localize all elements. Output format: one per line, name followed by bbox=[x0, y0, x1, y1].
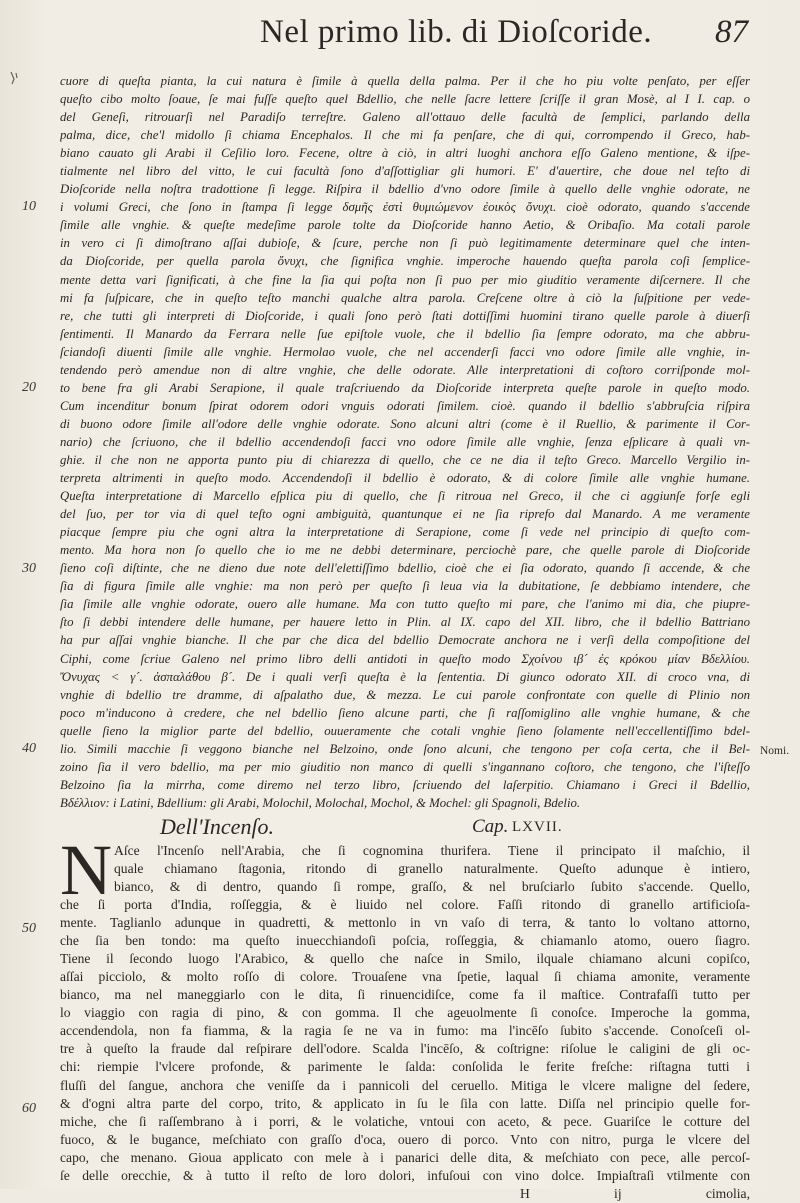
commentary-line: Dioſcoride nella noſtra tradottione ſi legge. Riſpira il bdellio d'vno odore ſimile à quello delle vnghie odorate, ne bbox=[60, 182, 750, 197]
page-number: 87 bbox=[715, 14, 748, 50]
text-line: bianco, & di dentro, quando ſi rompe, graſſo, & nel bruſciarlo ſubito s'accende. Quello, bbox=[114, 879, 750, 895]
text-line: miche, che ſi raſſembrano à i porri, & le volatiche, vntoui con aceto, & pece. Guariſce le cotture del bbox=[60, 1113, 750, 1129]
text-line: Tiene il ſecondo luogo l'Arabico, & quello che naſce in Smilo, ilquale chiamano alcuni copiſco, bbox=[60, 951, 750, 967]
ink-blot-mark bbox=[8, 70, 22, 86]
commentary-line: ha pur aſſai vnghie bianche. Il che par che dica del bdellio Democrate anchora ne i verſi della compoſitione del bbox=[60, 633, 750, 648]
commentary-line: palma, dice, che'l midollo ſi chiama Encephalos. Il che mi fa penſare, che di qui, corrompendo il Greco, hab- bbox=[60, 128, 750, 143]
text-line: fuoco, & le bugance, meſchiato con graſſo d'oca, ouero di porco. Vnto con nitro, purga le vlcere del bbox=[60, 1131, 750, 1147]
chapter-text bbox=[60, 829, 750, 1203]
commentary-line: zoino ſia il vero bdellio, ma per mio giuditio non manco di quelli s'ingannano coſtoro, che tengono, che l'iſteſſo bbox=[60, 759, 750, 774]
drop-cap-initial: N bbox=[60, 829, 112, 910]
commentary-line: Queſta interpretatione di Marcello eſplica piu di quello, che ſi ritroua nel Greco, il che ci aggiunſe forſe egli bbox=[60, 489, 750, 504]
commentary-line: mento. Ma hora non ſo quello che io me ne debbi determinare, perciochè pare, che quelle parole di Dioſcoride bbox=[60, 543, 750, 558]
text-line: tre à queſto la fraude dal reſpirare dell'odore. Scalda l'incēſo, & coſtrigne: riſolue le caligini de gli oc- bbox=[60, 1041, 750, 1057]
chapter-title: Dell'Incenſo. bbox=[160, 813, 275, 839]
running-title: Nel primo lib. di Dioſcoride. bbox=[260, 14, 653, 50]
commentary-line: di buono odore ſimile all'odore delle vnghie odorate. Sono alcuni altri (come è il Ruellio, & parimente il Cor- bbox=[60, 416, 750, 431]
commentary-line: del ſuo, per tor via di quel teſto ogni ambiguità, quantunque ei ne ſia riprefo dal Manardo. A me veramente bbox=[60, 507, 750, 522]
commentary-line: quelle ſieno la miglior parte del bdellio, ouueramente che cotali vnghie ſieno ſolamente nell'eccellentiſſimo bdel- bbox=[60, 723, 750, 738]
commentary-line: Ciphi, come ſcriue Galeno nel primo libro delli antidoti in queſto modo Σχοίνου ιβ´ ἐς κρόκου μίαν Βδελλίου. bbox=[60, 651, 750, 666]
line-number: 40 bbox=[22, 741, 36, 756]
commentary-line: lio. Simili macchie ſi veggono bianche nel Belzoino, onde ſono alcuni, che tengono per coſa certa, che il Bel- bbox=[60, 741, 750, 756]
commentary-line: tendendo però amendue non di altre vnghie, che delle odorate. Alle interpretationi di coſtoro corriſponde mol- bbox=[60, 362, 750, 377]
commentary-line: ſia di figura ſimile alle vnghie: ma non però per queſto ſi leua via la dubitatione, ſe debbiamo intendere, che bbox=[60, 579, 750, 594]
commentary-line: vnghie di bdellio tre dramme, di aſpalatho due, & mezza. Le cui parole confrontate con quelle di Plinio non bbox=[60, 687, 750, 702]
text-line: aſſai picciolo, & molto roſſo di colore. Trouaſene vna ſpetie, laqual ſi chiama amonite, veramente bbox=[60, 969, 750, 985]
commentary-line: tialmente nel libro del vitto, le cui facultà ſono d'aſſottigliar gli humori. E' d'auertire, che doue nel teſto di bbox=[60, 164, 750, 179]
text-line: che ſia ben tondo: ma queſto inuecchiandoſi poſcia, roſſeggia, & chiamanlo atomo, ouero ſiagro. bbox=[60, 933, 750, 949]
commentary-line: ghie. il che non ne apporta punto piu di chiarezza di quello, che ce ne dia il teſto Greco. Marcello Vergilio in- bbox=[60, 452, 750, 467]
commentary-line: ſentimenti. Il Manardo da Ferrara nelle ſue epiſtole vuole, che il bdellio ſia ſempre odorato, ma che abbru- bbox=[60, 326, 750, 341]
text-line: fluſſi del ſangue, anchora che veniſſe da i pannicoli del ceruello. Mitiga le vlcere maligne del ſedere, bbox=[60, 1077, 750, 1093]
commentary-line: to bene fra gli Arabi Serapione, il quale traſcriuendo da Dioſcoride interpreta queſte parole in queſto modo. bbox=[60, 380, 750, 395]
commentary-line: ſia ſimile alle vnghie odorate, ouero alle humane. Ma con tutto queſto mi pare, che l'animo mi dia, che piupre- bbox=[60, 597, 750, 612]
commentary-line: del Geneſi, ritrouarſi nel Paradiſo terreſtre. Galeno all'ottauo delle facultà de ſemplici, parlando della bbox=[60, 110, 750, 125]
line-number: 50 bbox=[22, 921, 36, 936]
text-line: accendendola, non fa fiamma, & la ragia ſe ne va in fumo: ma l'incēſo ſubito s'accende. Conoſceſi ol- bbox=[60, 1023, 750, 1039]
line-number: 20 bbox=[22, 380, 36, 395]
text-line: chi: riempie l'vlcere profonde, & parimente le ſalda: conſolida le ferite freſche: riſtagna tutti i bbox=[60, 1059, 750, 1075]
chapter-heading bbox=[60, 814, 750, 842]
commentary-line: ſieno coſi diſtinte, che ne dieno due note dell'elettiſſimo bdellio, cioè che ei ſia odorato, quando ſi accende, & che bbox=[60, 561, 750, 576]
commentary-line: poco m'inducono à credere, che nel bdellio ſieno alcune parti, che ſi raſſomiglino alle vnghie humane, & che bbox=[60, 705, 750, 720]
line-number: 10 bbox=[22, 199, 36, 214]
text-line: quale chiamano ſtagonia, ritondo di granello naturalmente. Queſto adunque è intiero, bbox=[114, 860, 750, 876]
text-line: mente. Taglianlo adunque in quadretti, & mettonlo in vn vaſo di terra, & tanto lo voltano attorno, bbox=[60, 915, 750, 931]
text-line: capo, che menano. Gioua applicato con mele à i panarici delle dita, & meſchiato con pece, alle percoſ- bbox=[60, 1149, 750, 1165]
commentary-line: nario) che ſcriuono, che il bdellio accendendoſi facci vno odore ſimile alle vnghie, ſenza eſplicare à quali vn- bbox=[60, 434, 750, 449]
catchword-line: H ij cimolia, bbox=[520, 1185, 750, 1201]
commentary-line: Belzoino ſia la mirrha, come diremo nel terzo libro, ſcriuendo del laſerpitio. Chiamano i Greci il Bdellio, bbox=[60, 777, 750, 792]
text-line: Aſce l'Incenſo nell'Arabia, che ſi cognomina thurifera. Tiene il principato il maſchio, il bbox=[114, 842, 750, 858]
commentary-line: re, che tutti gli interpreti di Dioſcoride, i quali ſono però ſtati dottiſſimi huomini tirano quelle parole à diuerſi bbox=[60, 308, 750, 323]
commentary-line: ſciandoſi diuenti ſimile alle vnghie. Hermolao vuole, che nel accenderſi facci vno odore ſimile alle vnghie, in- bbox=[60, 344, 750, 359]
text-line: & d'ogni altra parte del corpo, trito, & applicato in ſu le ſila con latte. Diſſa nel principio quelle for- bbox=[60, 1095, 750, 1111]
margin-note: Nomi. bbox=[760, 745, 790, 757]
commentary-text bbox=[60, 72, 750, 812]
line-number: 30 bbox=[22, 561, 36, 576]
commentary-line: cuore di queſta pianta, la cui natura è ſimile à quella della palma. Per il che ho piu volte penſato, per eſſer bbox=[60, 74, 750, 88]
commentary-line: Ὄνυχας < γ´. ἀσπαλάθου β´. De i quali verſi queſta è la ſententia. Di giunco odorato XII. di croco vna, di bbox=[60, 669, 750, 684]
text-line: lo viaggio con ragia di pino, & con gomma. Il che ageuolmente ſi conoſce. Imperoche la gomma, bbox=[60, 1005, 750, 1021]
text-line: che ſi porta d'India, roſſeggia, & è liuido nel colore. Faſſi ritondo di granello artificioſa- bbox=[60, 897, 750, 913]
commentary-line: queſto cibo molto ſoaue, ſe mai fuſſe queſto quel Bdellio, che nelle ſacre lettere ſcriſſe il gran Mosè, al I I. cap. o bbox=[60, 92, 750, 107]
commentary-line: in vero ci ſi dimoſtrano aſſai dubioſe, & ſcure, perche non ſi può legitimamente determinare quel che inten- bbox=[60, 236, 750, 251]
text-line: ſe delle orecchie, & à tutto il reſto de loro dolori, infuſoui con vino dolce. Impiaſtraſi vtilmente con bbox=[60, 1167, 750, 1183]
commentary-line: terpreta altrimenti in queſto modo. Accendendoſi il bdellio è odorato, & di colore ſimile alle vnghie humane. bbox=[60, 471, 750, 486]
commentary-line: i volumi Greci, che ſono in ſtampa ſi legge δσμῆς ἐστὶ θυμιώμενον ἐοικὸς ὄνυχι. cioè odorato, quando s'accende bbox=[60, 200, 750, 215]
commentary-line: ſto ſi debbi intendere delle humane, per hauere letto in Plin. al IX. capo del XII. libro, che il bdellio Battriano bbox=[60, 615, 750, 630]
commentary-line: Βδέλλιον: i Latini, Bdellium: gli Arabi, Molochil, Molochal, Mochol, & Mochel: gli Spagnoli, Bdelio. bbox=[60, 795, 581, 810]
text-line: bianco, ma nel maneggiarlo con le dita, ſi rinuencidiſce, come fa il maſtice. Contrafaſſi tutto per bbox=[60, 987, 750, 1003]
text-block bbox=[60, 72, 750, 1203]
chapter-number: LXVII. bbox=[512, 818, 563, 835]
commentary-line: ſimile alle vnghie. & queſte medeſime parole tolte da Dioſcoride hanno Aetio, & Oribaſio. Ma cotali parole bbox=[60, 218, 750, 233]
commentary-line: piacque ſempre piu che ogni altra la interpretatione di Serapione, come ſi vede nel principio di queſto com- bbox=[60, 525, 750, 540]
commentary-line: da Dioſcoride, per quella parola ὄνυχι, che ſignifica vnghie. imperoche hauendo queſta parola coſi ſemplice- bbox=[60, 254, 750, 269]
chapter-label: Cap. bbox=[472, 815, 509, 837]
page-header bbox=[60, 14, 752, 58]
commentary-line: mente detta vari ſignificati, à che fine la ſia qui poſta non ſi puo per mio giuditio veramente diſcernere. Il che bbox=[60, 272, 750, 287]
commentary-line: Cum incenditur bonum ſpirat odorem odori vnguis odorati ſimilem. cioè. quando il bdellio s'abbruſcia riſpira bbox=[60, 398, 750, 413]
commentary-line: biano cauato gli Arabi il Ceſilio loro. Fecene, oltre à ciò, in altri luoghi anchora eſſo Galeno mentione, & iſpe- bbox=[60, 146, 750, 161]
line-number: 60 bbox=[22, 1101, 36, 1116]
commentary-line: mi fa ſuſpicare, che in queſto teſto manchi qualche altra parola. Creſcene oltre à ciò la ſuſpitione per vede- bbox=[60, 290, 750, 305]
